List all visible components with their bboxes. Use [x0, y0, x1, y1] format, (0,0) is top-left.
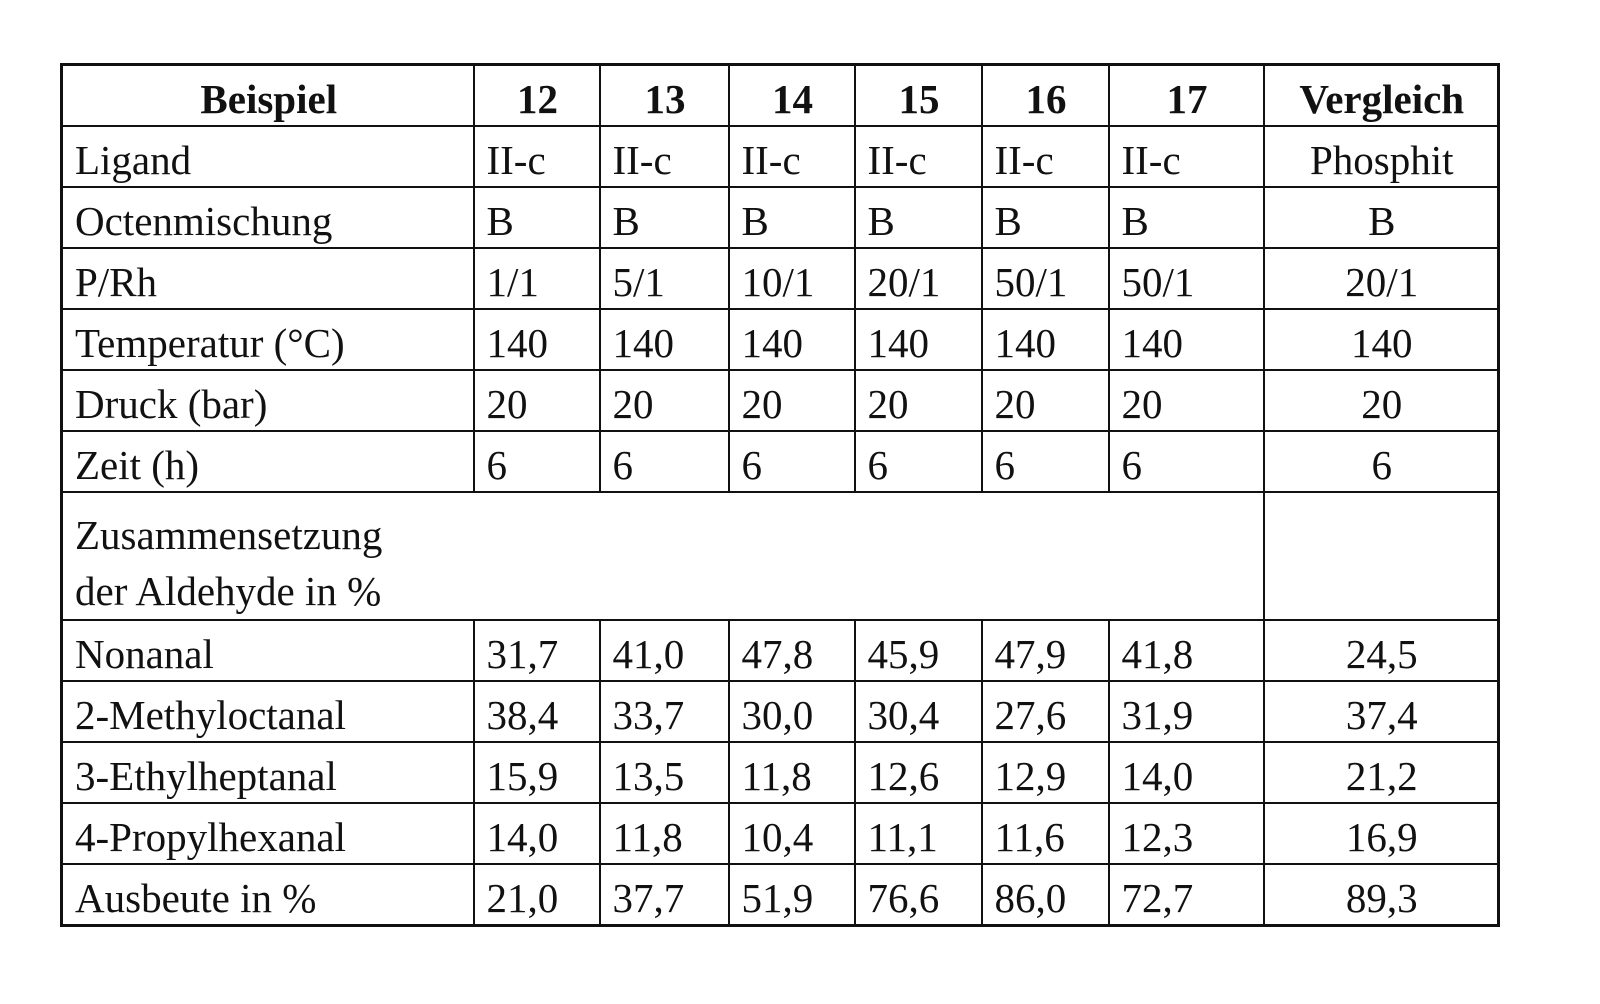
- table-cell: 5/1: [600, 248, 729, 309]
- row-label: 3-Ethylheptanal: [62, 742, 474, 803]
- comparison-cell: 140: [1264, 309, 1499, 370]
- table-cell: 140: [1109, 309, 1264, 370]
- table-cell: 51,9: [729, 864, 855, 926]
- table-cell: 72,7: [1109, 864, 1264, 926]
- table-cell: 13: [600, 65, 729, 127]
- table-cell: 41,0: [600, 620, 729, 681]
- table-cell: 47,8: [729, 620, 855, 681]
- table-cell: 11,6: [982, 803, 1109, 864]
- comparison-cell: 16,9: [1264, 803, 1499, 864]
- row-label: Zeit (h): [62, 431, 474, 492]
- row-label: Beispiel: [62, 65, 474, 127]
- table-cell: B: [474, 187, 600, 248]
- table-cell: 6: [474, 431, 600, 492]
- table-row: [62, 248, 1499, 309]
- table-row: [62, 864, 1499, 926]
- comparison-cell: 6: [1264, 431, 1499, 492]
- table-cell: 30,4: [855, 681, 982, 742]
- table-cell: 14,0: [474, 803, 600, 864]
- row-label: 4-Propylhexanal: [62, 803, 474, 864]
- table-cell: B: [600, 187, 729, 248]
- section-label-line1: Zusammensetzung: [75, 512, 382, 558]
- table-row: [62, 620, 1499, 681]
- table-cell: 6: [729, 431, 855, 492]
- row-label: Druck (bar): [62, 370, 474, 431]
- table-cell: 27,6: [982, 681, 1109, 742]
- table-cell: 30,0: [729, 681, 855, 742]
- table-cell: 11,1: [855, 803, 982, 864]
- comparison-cell: Vergleich: [1264, 65, 1499, 127]
- table-row: [62, 309, 1499, 370]
- table-row: [62, 126, 1499, 187]
- table-cell: 86,0: [982, 864, 1109, 926]
- table-cell: 11,8: [729, 742, 855, 803]
- table-cell: 21,0: [474, 864, 600, 926]
- table-cell: B: [855, 187, 982, 248]
- table-cell: 50/1: [1109, 248, 1264, 309]
- table-cell: 15,9: [474, 742, 600, 803]
- table-cell: 31,7: [474, 620, 600, 681]
- table-cell: 20: [474, 370, 600, 431]
- row-label: P/Rh: [62, 248, 474, 309]
- table-cell: 41,8: [1109, 620, 1264, 681]
- table-row: [62, 431, 1499, 492]
- table-cell: 14: [729, 65, 855, 127]
- comparison-cell: Phosphit: [1264, 126, 1499, 187]
- table-cell: 15: [855, 65, 982, 127]
- comparison-cell: 89,3: [1264, 864, 1499, 926]
- table-cell: II-c: [1109, 126, 1264, 187]
- table-cell: 12,3: [1109, 803, 1264, 864]
- table-cell: 20: [600, 370, 729, 431]
- table-cell: 1/1: [474, 248, 600, 309]
- table-cell: 12,9: [982, 742, 1109, 803]
- table-cell: 140: [855, 309, 982, 370]
- section-label-line2: der Aldehyde in %: [75, 568, 381, 614]
- table-cell: 140: [600, 309, 729, 370]
- table-cell: 20: [855, 370, 982, 431]
- header-row: [62, 65, 1499, 127]
- table-cell: 45,9: [855, 620, 982, 681]
- table-cell: 31,9: [1109, 681, 1264, 742]
- table-cell: 6: [1109, 431, 1264, 492]
- table-cell: 14,0: [1109, 742, 1264, 803]
- table-cell: 6: [600, 431, 729, 492]
- table-row: [62, 742, 1499, 803]
- table-cell: II-c: [729, 126, 855, 187]
- table-cell: 37,7: [600, 864, 729, 926]
- table-row: [62, 187, 1499, 248]
- row-label: Ausbeute in %: [62, 864, 474, 926]
- table-cell: 12: [474, 65, 600, 127]
- table-cell: 140: [982, 309, 1109, 370]
- table-cell: II-c: [474, 126, 600, 187]
- table-cell: 11,8: [600, 803, 729, 864]
- section-label: [62, 492, 1264, 620]
- table-cell: B: [729, 187, 855, 248]
- table-cell: 6: [982, 431, 1109, 492]
- comparison-cell: 21,2: [1264, 742, 1499, 803]
- table-cell: 20: [982, 370, 1109, 431]
- table-cell: 16: [982, 65, 1109, 127]
- table-cell: 50/1: [982, 248, 1109, 309]
- table-cell: 6: [855, 431, 982, 492]
- results-table: [60, 63, 1500, 927]
- empty-cell: [1264, 492, 1499, 620]
- table-cell: 20: [729, 370, 855, 431]
- table-cell: 140: [474, 309, 600, 370]
- comparison-cell: B: [1264, 187, 1499, 248]
- comparison-cell: 20/1: [1264, 248, 1499, 309]
- table-cell: B: [1109, 187, 1264, 248]
- row-label: Nonanal: [62, 620, 474, 681]
- table-cell: 10,4: [729, 803, 855, 864]
- table-row: [62, 803, 1499, 864]
- row-label: Ligand: [62, 126, 474, 187]
- section-row: [62, 492, 1499, 620]
- table-cell: 12,6: [855, 742, 982, 803]
- table-cell: 38,4: [474, 681, 600, 742]
- table-cell: II-c: [600, 126, 729, 187]
- table-cell: 47,9: [982, 620, 1109, 681]
- table-cell: II-c: [982, 126, 1109, 187]
- table-cell: 10/1: [729, 248, 855, 309]
- table-cell: 76,6: [855, 864, 982, 926]
- table-cell: 20/1: [855, 248, 982, 309]
- table-cell: 140: [729, 309, 855, 370]
- comparison-cell: 37,4: [1264, 681, 1499, 742]
- comparison-cell: 24,5: [1264, 620, 1499, 681]
- table-row: [62, 370, 1499, 431]
- row-label: 2-Methyloctanal: [62, 681, 474, 742]
- table-cell: 33,7: [600, 681, 729, 742]
- table-cell: II-c: [855, 126, 982, 187]
- table-row: [62, 681, 1499, 742]
- table-cell: B: [982, 187, 1109, 248]
- comparison-cell: 20: [1264, 370, 1499, 431]
- row-label: Octenmischung: [62, 187, 474, 248]
- row-label: Temperatur (°C): [62, 309, 474, 370]
- table-cell: 20: [1109, 370, 1264, 431]
- table-cell: 17: [1109, 65, 1264, 127]
- table-cell: 13,5: [600, 742, 729, 803]
